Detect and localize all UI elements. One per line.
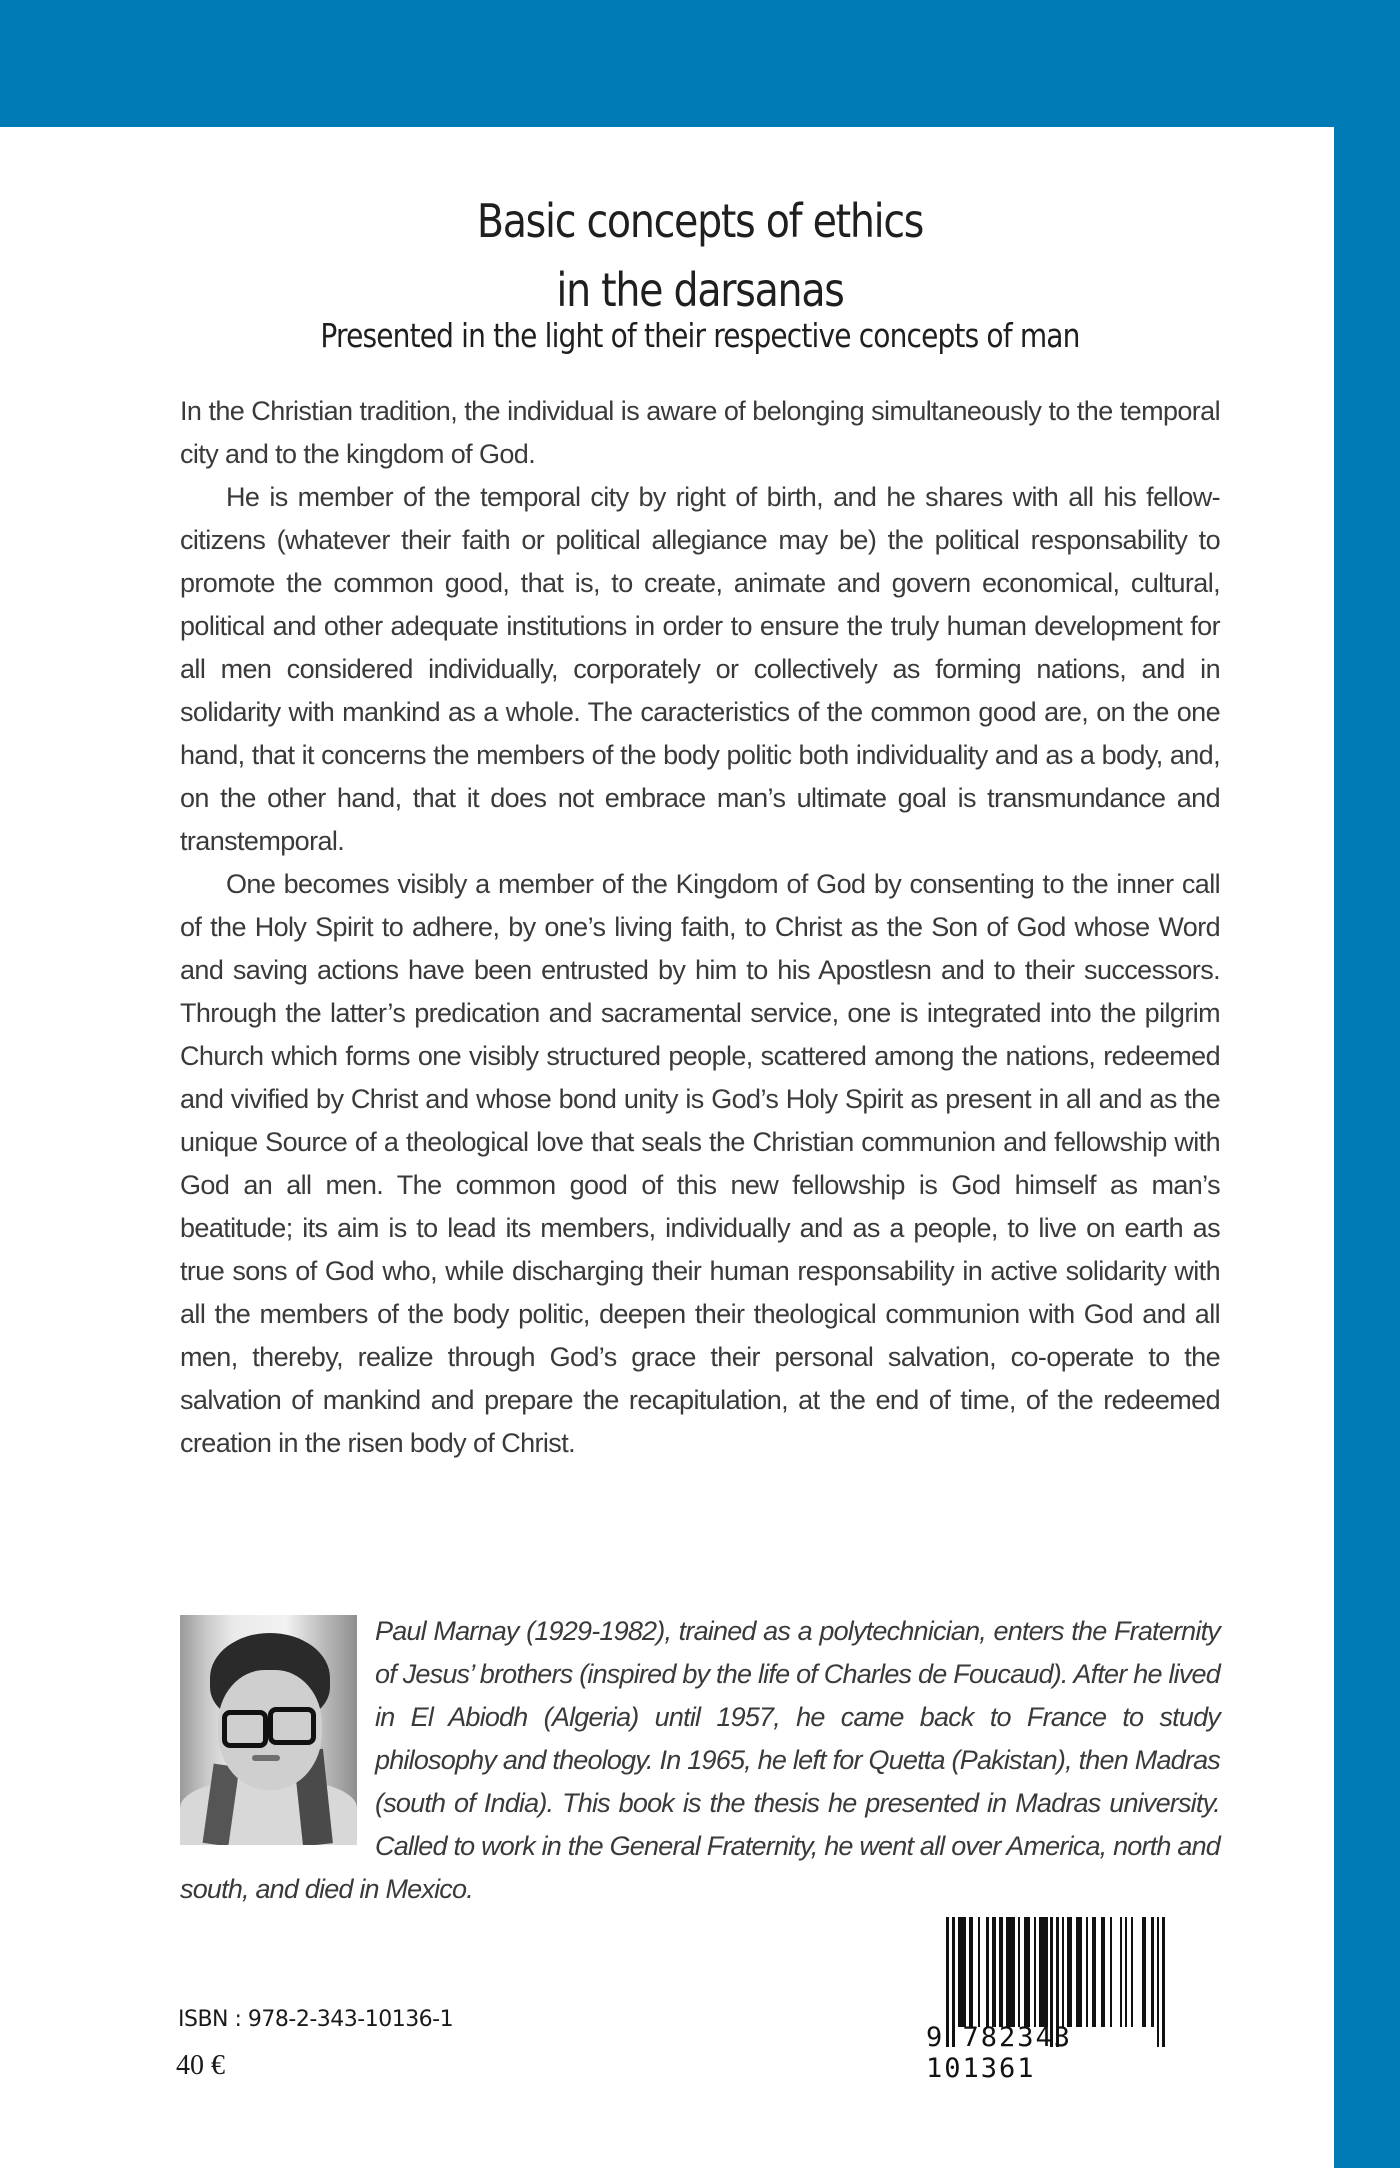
book-subtitle: Presented in the light of their respective concepts of man <box>320 316 1080 355</box>
blurb-paragraph: In the Christian tradition, the individual is aware of belonging simultaneously to the temporal city and to the kingdom of God. <box>180 396 1220 469</box>
blurb-text <box>180 390 1220 1465</box>
book-title-line-1: Basic concepts of ethics <box>476 193 924 248</box>
author-bio-section <box>180 1610 1220 1911</box>
author-photo <box>180 1615 357 1845</box>
author-bio-text: Paul Marnay (1929-1982), trained as a polytechnician, enters the Fraternity of Jesus’ brothers (inspired by the life of Charles de Foucaud). After he lived in El Abiodh (Algeria) until 1957, he came back to France to study philosophy and theology. In 1965, he left for Quetta (Pakistan), then Madras (south of India). This book is the thesis he presented in Madras university. Called to work in the General Fraternity, he went all over America, north and south, and died in Mexico. <box>180 1616 1220 1904</box>
blurb-paragraph: One becomes visibly a member of the Kingdom of God by consenting to the inner call of the Holy Spirit to adhere, by one’s living faith, to Christ as the Son of God whose Word and saving actions have been entrusted by him to his Apostlesn and to their successors. Through the latter’s predication and sacramental service, one is integrated into the pilgrim Church which forms one visibly structured people, scattered among the nations, redeemed and vivified by Christ and whose bond unity is God’s Holy Spirit as present in all and as the unique Source of a theological love that seals the Christian communion and fellowship with God an all men. The common good of this new fellowship is God himself as man’s beatitude; its aim is to lead its members, individually and as a people, to live on earth as true sons of God who, while discharging their human responsability in active solidarity with all the members of the body politic, deepen their theological communion with God and all men, thereby, realize through God’s grace their personal salvation, co-operate to the salvation of mankind and prepare the recapitulation, at the end of time, of the redeemed creation in the risen body of Christ. <box>180 869 1220 1458</box>
blurb-paragraph: He is member of the temporal city by right of birth, and he shares with all his fellow-citizens (whatever their faith or political allegiance may be) the political responsability to promote the common good, that is, to create, animate and govern economical, cultural, political and other adequate institutions in order to ensure the truly human development for all men considered individually, corporately or collectively as forming nations, and in solidarity with mankind as a whole. The caracteristics of the common good are, on the one hand, that it concerns the members of the body politic both individuality and as a body, and, on the other hand, that it does not embrace man’s ultimate goal is transmundance and transtemporal. <box>180 482 1220 856</box>
barcode-digits: 9 782343 101361 <box>926 2022 1073 2084</box>
isbn-label: ISBN : 978-2-343-10136-1 <box>178 2007 454 2032</box>
price-label: 40 € <box>176 2050 225 2081</box>
book-title-line-2: in the darsanas <box>556 262 844 317</box>
